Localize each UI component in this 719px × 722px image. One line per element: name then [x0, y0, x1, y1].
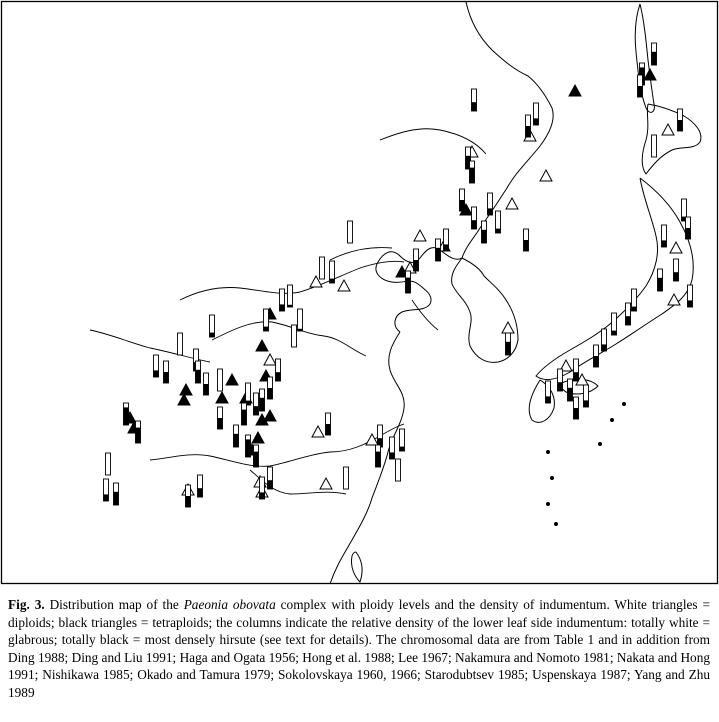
river-7	[330, 248, 392, 261]
indumentum-fill-55	[260, 492, 265, 499]
indumentum-fill-6	[472, 220, 477, 229]
indumentum-fill-1	[534, 118, 539, 125]
indumentum-fill-33	[242, 410, 247, 425]
tetraploid-triangle-0	[569, 85, 581, 96]
river-4	[90, 330, 210, 362]
island-2	[547, 503, 550, 506]
indumentum-fill-63	[686, 228, 691, 239]
indumentum-fill-51	[104, 494, 109, 501]
tetraploid-triangle-19	[216, 392, 228, 403]
indumentum-fill-11	[444, 244, 449, 251]
indumentum-fill-36	[276, 372, 281, 381]
diploid-triangle-29	[312, 426, 324, 437]
indumentum-fill-25	[154, 370, 159, 377]
diploid-triangle-31	[320, 478, 332, 489]
coastlines	[330, 2, 701, 584]
indumentum-fill-8	[482, 230, 487, 243]
indumentum-column-21	[292, 325, 297, 347]
indumentum-fill-47	[400, 447, 405, 451]
indumentum-fill-73	[568, 388, 573, 401]
indumentum-fill-19	[280, 304, 285, 311]
tetraploid-triangle-16	[226, 374, 238, 385]
map-markers	[104, 43, 693, 507]
indumentum-column-16	[320, 257, 325, 279]
indumentum-fill-64	[674, 272, 679, 281]
diploid-triangle-20	[264, 354, 276, 365]
indumentum-fill-20	[264, 327, 269, 331]
tetraploid-triangle-18	[178, 394, 190, 405]
indumentum-fill-69	[612, 331, 617, 335]
diploid-triangle-36	[668, 294, 680, 305]
indumentum-fill-0	[472, 102, 477, 111]
indumentum-column-18	[288, 285, 293, 307]
indumentum-fill-23	[210, 333, 215, 337]
diploid-triangle-37	[662, 124, 674, 135]
indumentum-column-30	[218, 369, 223, 391]
island-3	[555, 523, 558, 526]
indumentum-fill-65	[658, 278, 663, 291]
island-4	[599, 443, 602, 446]
indumentum-fill-66	[688, 300, 693, 307]
indumentum-fill-57	[652, 52, 657, 65]
coastline-9	[351, 552, 362, 582]
indumentum-fill-79	[638, 86, 643, 97]
indumentum-fill-70	[602, 344, 607, 351]
indumentum-fill-5	[460, 200, 465, 211]
indumentum-fill-76	[558, 382, 563, 391]
indumentum-column-48	[396, 459, 401, 481]
indumentum-fill-18	[288, 305, 293, 307]
indumentum-fill-71	[594, 356, 599, 367]
indumentum-fill-28	[196, 370, 201, 383]
indumentum-fill-2	[526, 126, 531, 137]
indumentum-fill-61	[662, 240, 667, 247]
indumentum-column-49	[344, 467, 349, 489]
indumentum-fill-7	[488, 208, 493, 215]
indumentum-fill-13	[414, 260, 419, 271]
indumentum-fill-42	[254, 452, 259, 467]
indumentum-fill-40	[234, 434, 239, 447]
figure-caption	[8, 596, 710, 702]
diploid-triangle-13	[502, 322, 514, 333]
tetraploid-triangle-1	[644, 69, 656, 80]
caption-body: complex with ploidy levels and the density of indumentum. White triangles = diploids; black triangles = tetraploids; the columns indicate the relative density of the lower leaf side indumentum: totally white = glabrous; totally black = most densely hirsute (see text for details). The chromosomal data are from Table 1 and in addition from Ding 1988; Ding and Liu 1991; Haga and Ogata 1956; Hong et al. 1988; Lee 1967; Nakamura and Nomoto 1981; Nakata and Hong 1991; Nishikawa 1985; Okado and Tamura 1979; Sokolovskaya 1960, 1966; Starodubtsev 1985; Uspenskaya 1987; Yang and Zhu 1989	[8, 597, 711, 700]
indumentum-column-60	[652, 135, 657, 157]
island-0	[547, 451, 550, 454]
river-6	[412, 300, 438, 330]
indumentum-column-50	[106, 453, 111, 475]
indumentum-fill-22	[298, 329, 303, 331]
indumentum-column-22	[298, 309, 303, 331]
diploid-triangle-2	[540, 170, 552, 181]
diploid-triangle-12	[338, 280, 350, 291]
indumentum-fill-53	[186, 496, 191, 507]
indumentum-fill-26	[164, 372, 169, 383]
indumentum-fill-29	[204, 384, 209, 395]
island-6	[623, 403, 626, 406]
caption-lead: Distribution map of the	[49, 597, 179, 612]
indumentum-fill-78	[506, 342, 511, 355]
tetraploid-triangle-17	[180, 384, 192, 395]
indumentum-fill-10	[524, 240, 529, 251]
tetraploid-triangle-23	[264, 410, 276, 421]
indumentum-fill-43	[326, 424, 331, 435]
diploid-triangle-7	[414, 230, 426, 241]
indumentum-fill-77	[546, 396, 551, 403]
indumentum-fill-4	[470, 168, 475, 183]
diploid-triangle-30	[366, 434, 378, 445]
caption-taxon: Paeonia obovata	[183, 597, 276, 612]
indumentum-column-24	[178, 333, 183, 355]
figure-label: Fig. 3.	[8, 597, 45, 612]
indumentum-fill-56	[268, 480, 273, 489]
coastline-1	[376, 248, 462, 332]
indumentum-fill-72	[574, 372, 579, 381]
indumentum-fill-74	[574, 408, 579, 419]
indumentum-fill-17	[330, 279, 335, 283]
coastline-6	[536, 178, 693, 379]
indumentum-fill-54	[198, 488, 203, 497]
indumentum-fill-32	[254, 406, 259, 415]
indumentum-fill-45	[376, 452, 381, 467]
indumentum-fill-46	[390, 452, 395, 459]
rivers	[90, 129, 486, 494]
indumentum-fill-38	[136, 428, 141, 443]
indumentum-fill-35	[268, 388, 273, 399]
river-1	[212, 322, 366, 356]
indumentum-fill-67	[632, 307, 637, 311]
indumentum-fill-68	[626, 316, 631, 325]
diploid-triangle-35	[670, 242, 682, 253]
indumentum-fill-12	[436, 248, 441, 261]
indumentum-column-15	[348, 221, 353, 243]
island-1	[551, 477, 554, 480]
indumentum-fill-9	[496, 229, 501, 233]
indumentum-fill-59	[678, 120, 683, 131]
diploid-triangle-6	[506, 198, 518, 209]
indumentum-fill-41	[246, 439, 251, 457]
indumentum-fill-14	[406, 278, 411, 293]
tetraploid-triangle-25	[252, 432, 264, 443]
indumentum-fill-52	[114, 492, 119, 505]
tetraploid-triangle-15	[256, 340, 268, 351]
indumentum-fill-37	[124, 407, 129, 425]
island-5	[611, 419, 614, 422]
indumentum-fill-34	[260, 398, 265, 411]
coastline-5	[642, 104, 701, 174]
indumentum-fill-75	[584, 400, 589, 407]
indumentum-fill-39	[218, 418, 223, 429]
